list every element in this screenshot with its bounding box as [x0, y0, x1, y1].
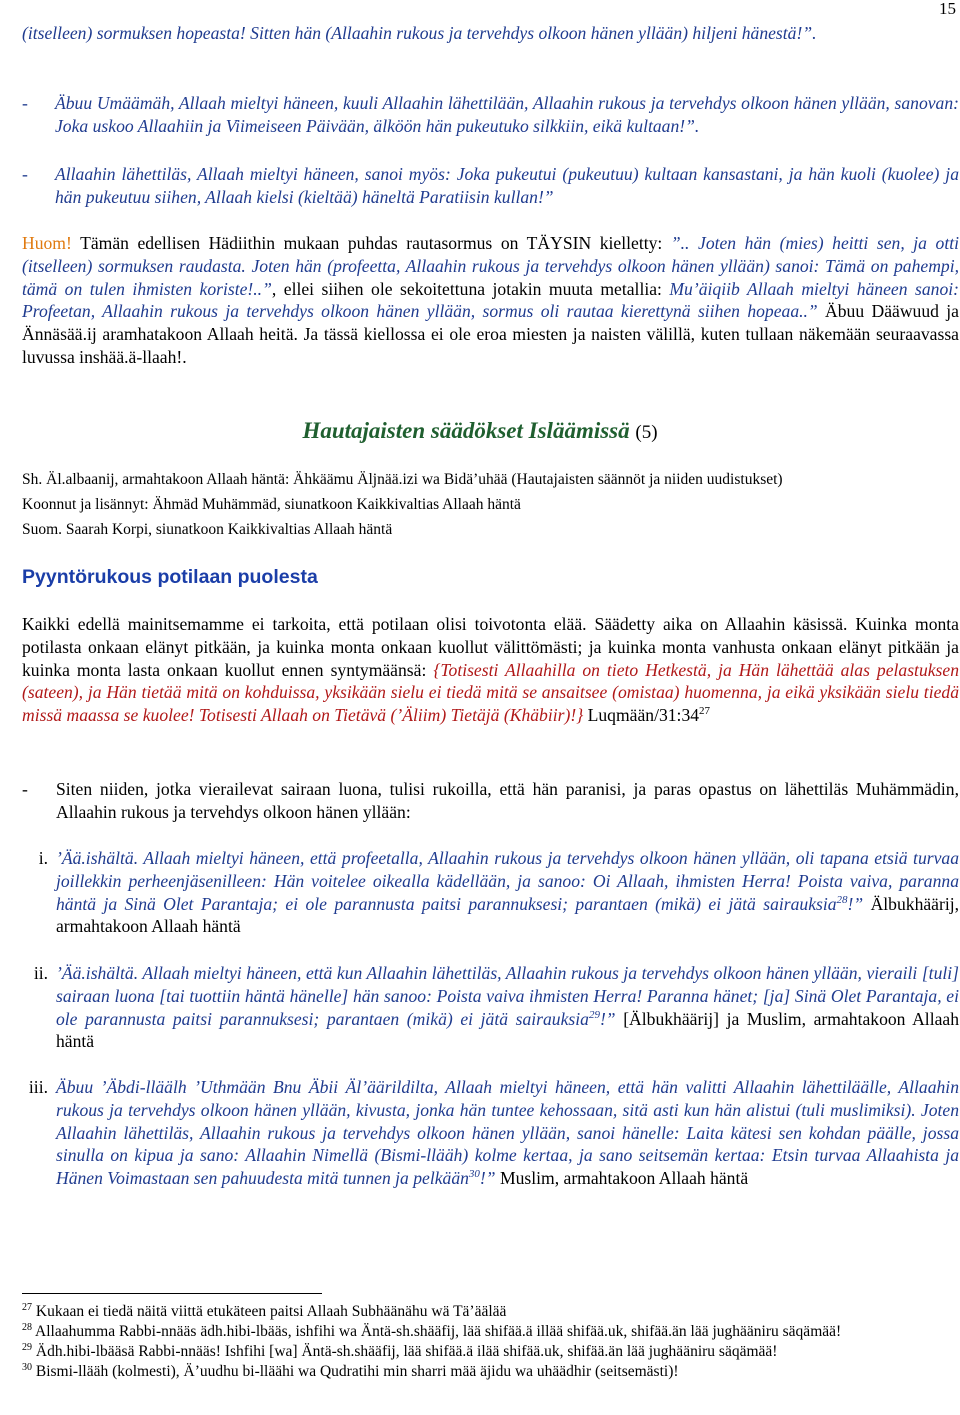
footnote-number: 28 [22, 1321, 32, 1333]
bullet-dash: - [22, 779, 28, 799]
section-number: (5) [635, 422, 658, 443]
note-label: Huom! [22, 233, 72, 253]
credit-line: Koonnut ja lisännyt: Ähmäd Muhämmäd, siunatkoon Kaikkivaltias Allaah häntä [22, 496, 521, 513]
page-number: 15 [939, 0, 956, 18]
instruction-bullet [22, 778, 959, 824]
item-tail: !” [479, 1168, 500, 1189]
footnote-number: 27 [22, 1301, 32, 1313]
list-item-2 [22, 962, 959, 1053]
footnote [22, 1302, 959, 1322]
note-quote: Joten hän (profeetta, Allaahin rukous ja tervehdys olkoon hänen yllään) sanoi: Tämä on pahempi, tämä on tulen ihmisten koriste!..” [22, 255, 959, 299]
note-quote: Mu’äiqiib Allaah mieltyi häneen sanoi: Profeetan, Allaahin rukous ja tervehdys olkoon hänen yllään, sormus oli rautaa kierettynä siihen hopeaa..” [22, 278, 959, 322]
footnote-ref: 29 [588, 1008, 600, 1021]
item-number: ii. [33, 963, 48, 983]
note-text: Äbuu Dääwuud ja Ännäsää.ij aramhatakoon Allaah heitä. Ja tässä kiellossa ei ole eroa miesten ja naisten välillä, kuten tullaan näkemään seuraavassa luvussa inshää.ä-llaah!. [22, 301, 959, 367]
footnote-ref: 30 [468, 1168, 480, 1181]
note-paragraph [22, 232, 959, 369]
hadith-bullet-2 [22, 163, 959, 209]
footnote [22, 1322, 959, 1342]
intro-paragraph: (itselleen) sormuksen hopeasta! Sitten hän (Allaahin rukous ja tervehdys olkoon hänen yllään) hiljeni hänestä!”. [22, 23, 817, 43]
item-text: Äbuu ’Äbdi-lläälh ’Uthmään Bnu Äbii Äl’äärildilta, Allaah mieltyi häneen, että hän valitti Allaahin lähettiläälle, Allaahin rukous ja tervehdys olkoon hänen yllään, kivusta, jonka hän tuntee kehossaan, sitä asti kun hän alistui (tuli muslimiksi). Joten Allaahin lähettiläs, Allaahin rukous ja tervehdys olkoon hänen yllään, sanoi hänelle: Laita kätesi sen kohdan päälle, jossa sinulla on kipua ja sano: Allaahin Nimellä (Bismi-llääh) kolme kertaa, ja sano seitsemän kertaa: Etsin turvaa Allaahista ja Hänen Voimastaan sen pahuudesta mitä tunnen ja pelkään [56, 1077, 959, 1189]
quran-quote: {Totisesti Allaahilla on tieto Hetkestä, ja Hän lähettää alas pelastuksen (sateen), ja Hän tietää mitä on kohduissa, yksikään sielu ei tiedä mitä se ansaitsee (omistaa) huomenna, ja eikä yksikään sielu tiedä missä maassa se kuolee! Totisesti Allaah on Tietävä (’Äliim) Tietäjä (Khäbiir)!} [22, 659, 960, 726]
hadith-text: Allaahin lähettiläs, Allaah mieltyi häneen, sanoi myös: Joka pukeutui (pukeutuu) kultaan kansastani, ja hän kuoli (kuolee) ja hän pukeutuu siihen, Allaah kielsi (kieltää) häneltä Paratiisin kullan!” [55, 164, 959, 207]
section-heading [0, 420, 960, 445]
hadith-text: Äbuu Umäämäh, Allaah mieltyi häneen, kuuli Allaahin lähettilään, Allaahin rukous ja tervehdys olkoon hänen yllään, sanovan: Joka uskoo Allaahiin ja Viimeiseen Päivään, älköön hän pukeutuko silkkiin, eikä kultaan!”. [55, 93, 959, 136]
note-quote: ”.. Joten hän (mies) heitti sen, ja otti (itselleen) sormuksen raudasta. [22, 233, 960, 276]
bullet-dash: - [22, 93, 28, 113]
subheading: Pyyntörukous potilaan puolesta [22, 566, 318, 588]
footnote-text: Kukaan ei tiedä näitä viittä etukäteen paitsi Allaah Subhäänähu wä Tä’äälää [35, 1303, 507, 1320]
footnote [22, 1362, 959, 1382]
credit-line: Sh. Äl.albaanij, armahtakoon Allaah häntä: Ähkäämu Äljnää.izi wa Bidä’uhää (Hautajaisten säännöt ja niiden uudistukset) [22, 471, 783, 488]
item-tail: !” [599, 1008, 624, 1029]
footnote-text: Ädh.hibi-lbääsä Rabbi-nnääs! Ishfihi [wa] Äntä-sh.shääfij, lää shifää.ä ilää shifää.uk, shifää.än lää jughääniru säqämää! [35, 1343, 778, 1360]
note-text: Tämän edellisen Hädiithin mukaan puhdas rautasormus on TÄYSIN kielletty: [71, 233, 671, 253]
item-source: [Älbukhäärij] ja Muslim, armahtakoon Allaah häntä [56, 1008, 959, 1052]
bullet-dash: - [22, 164, 28, 184]
footnote-number: 30 [22, 1361, 32, 1373]
main-paragraph [22, 613, 959, 727]
item-number: iii. [28, 1077, 48, 1097]
list-item-1 [22, 847, 959, 938]
footnote-divider [22, 1293, 322, 1294]
item-source: Muslim, armahtakoon Allaah häntä [499, 1168, 749, 1189]
footnote [22, 1342, 959, 1362]
paragraph-text: Kaikki edellä mainitsemamme ei tarkoita, että potilaan olisi toivotonta elää. Säädetty aika on Allaahin käsissä. Kuinka monta potilasta onkaan elänyt pitkään, ja kuinka monta onkaan kuollut välittömästi; ja kuinka monta vanhusta onkaan elänyt pitkään ja kuinka monta lasta onkaan kuollut ennen syntymäänsä: [22, 614, 959, 680]
item-text: ’Ää.ishältä. Allaah mieltyi häneen, että kun Allaahin lähettiläs, Allaahin rukous ja tervehdys olkoon hänen yllään, vieraili [tuli] sairaan luona [tai tuottiin häntä hänelle] hän sanoo: Poista vaiva ihmisten Herra! Paranna hänet; [ja] Sinä Olet Parantaja, ei ole parannusta paitsi parannuksesi; parantaen (mikä) ei jätä sairauksia [56, 963, 959, 1029]
footnote-text: Bismi-llääh (kolmesti), Ä’uudhu bi-lläähi wa Qudratihi min sharri mää äjidu wa uhäädhir (seitsemästi)! [35, 1363, 679, 1380]
footnote-ref: 28 [836, 893, 848, 906]
credit-line: Suom. Saarah Korpi, siunatkoon Kaikkivaltias Allaah häntä [22, 521, 393, 538]
quran-reference: Luqmään/31:34 [583, 705, 700, 726]
footnotes [22, 1302, 959, 1382]
item-tail: !” [847, 893, 871, 914]
footnote-number: 29 [22, 1341, 32, 1353]
section-title: Hautajaisten säädökset Isläämissä [302, 418, 630, 443]
item-number: i. [38, 848, 48, 868]
item-source: Älbukhäärij, armahtakoon Allaah häntä [56, 893, 960, 937]
note-text: , ellei siihen ole sekoitettuna jotakin muuta metallia: [271, 278, 670, 299]
footnote-ref: 27 [699, 705, 711, 718]
list-item-3 [22, 1076, 959, 1190]
item-text: ’Ää.ishältä. Allaah mieltyi häneen, että profeetalla, Allaahin rukous ja tervehdys olkoon hänen yllään, oli tapana etsiä turvaa joillekkin perheenjäsenilleen: Hän voitelee oikealla kädellään, ja sanoo: Oi Allaah, ihmisten Herra! Poista vaiva, paranna häntä ja Sinä Olet Parantaja; ei ole parannusta paitsi parannuksesi; parantaen (mikä) ei jätä sairauksia [56, 848, 959, 914]
footnote-text: Allaahumma Rabbi-nnääs ädh.hibi-lbääs, ishfihi wa Äntä-sh.shääfij, lää shifää.ä illää shifää.uk, shifää.än lää jughääniru säqämää! [35, 1323, 842, 1340]
instruction-text: Siten niiden, jotka vierailevat sairaan luona, tulisi rukoilla, että hän paranisi, ja paras opastus on lähettiläs Muhämmädin, Allaahin rukous ja tervehdys olkoon hänen yllään: [56, 779, 959, 822]
hadith-bullet-1 [22, 92, 959, 138]
